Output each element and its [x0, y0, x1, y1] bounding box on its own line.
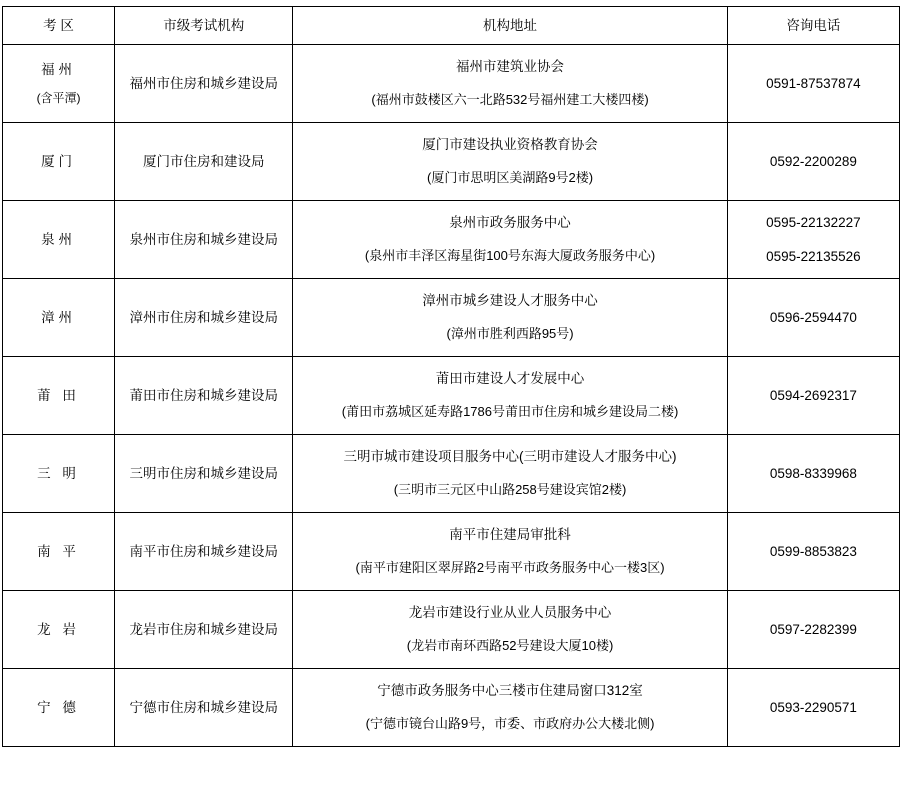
address-detail: (龙岩市南环西路52号建设大厦10楼) — [406, 637, 614, 653]
address-detail: (南平市建阳区翠屏路2号南平市政务服务中心一楼3区) — [355, 559, 665, 575]
phone-number: 0595-22135526 — [766, 248, 861, 264]
phone-number: 0598-8339968 — [769, 465, 857, 481]
address-cell — [293, 591, 727, 669]
address-detail: (泉州市丰泽区海星街100号东海大厦政务服务中心) — [364, 247, 656, 263]
phone-cell — [727, 591, 899, 669]
address-detail: (福州市鼓楼区六一北路532号福州建工大楼四楼) — [371, 91, 649, 107]
table-body — [3, 45, 900, 747]
address-cell — [293, 669, 727, 747]
table-row — [3, 45, 900, 123]
column-header-agency: 市级考试机构 — [115, 7, 293, 45]
phone-number: 0594-2692317 — [769, 387, 857, 403]
table-row — [3, 435, 900, 513]
table-row — [3, 513, 900, 591]
address-organization: 龙岩市建设行业从业人员服务中心 — [408, 605, 612, 621]
agency-cell: 莆田市住房和城乡建设局 — [115, 357, 293, 435]
address-detail: (三明市三元区中山路258号建设宾馆2楼) — [393, 481, 627, 497]
district-cell — [3, 513, 115, 591]
table-row — [3, 669, 900, 747]
district-name: 厦门 — [41, 153, 77, 169]
address-organization: 福州市建筑业协会 — [456, 59, 565, 75]
address-organization: 漳州市城乡建设人才服务中心 — [422, 293, 598, 309]
agency-cell: 泉州市住房和城乡建设局 — [115, 201, 293, 279]
district-cell — [3, 591, 115, 669]
district-cell — [3, 279, 115, 357]
phone-cell — [727, 513, 899, 591]
address-organization: 厦门市建设执业资格教育协会 — [422, 137, 598, 153]
district-cell — [3, 669, 115, 747]
address-organization: 三明市城市建设项目服务中心(三明市建设人才服务中心) — [343, 449, 677, 465]
district-name: 泉州 — [41, 231, 77, 247]
phone-number: 0593-2290571 — [769, 699, 857, 715]
phone-cell — [727, 45, 899, 123]
district-note: (含平潭) — [36, 90, 81, 105]
address-cell — [293, 279, 727, 357]
district-name: 宁 德 — [37, 699, 80, 715]
agency-cell: 龙岩市住房和城乡建设局 — [115, 591, 293, 669]
address-detail: (宁德市镜台山路9号，市委、市政府办公大楼北侧) — [365, 715, 655, 731]
column-header-address: 机构地址 — [293, 7, 727, 45]
phone-cell — [727, 279, 899, 357]
address-cell — [293, 201, 727, 279]
address-cell — [293, 357, 727, 435]
phone-cell — [727, 201, 899, 279]
address-detail: (莆田市荔城区延寿路1786号莆田市住房和城乡建设局二楼) — [341, 403, 679, 419]
table-header — [3, 7, 900, 45]
phone-number: 0599-8853823 — [769, 543, 857, 559]
district-cell — [3, 201, 115, 279]
district-name: 莆 田 — [37, 387, 80, 403]
phone-number: 0597-2282399 — [769, 621, 857, 637]
phone-cell — [727, 669, 899, 747]
phone-number: 0595-22132227 — [766, 214, 861, 230]
district-name: 龙 岩 — [37, 621, 80, 637]
address-cell — [293, 123, 727, 201]
address-cell — [293, 45, 727, 123]
agency-cell: 漳州市住房和城乡建设局 — [115, 279, 293, 357]
district-name: 南 平 — [37, 543, 80, 559]
phone-number: 0592-2200289 — [769, 153, 857, 169]
district-name: 漳州 — [41, 309, 77, 325]
district-name: 福州 — [41, 62, 77, 78]
agency-cell: 宁德市住房和城乡建设局 — [115, 669, 293, 747]
phone-cell — [727, 357, 899, 435]
address-organization: 南平市住建局审批科 — [449, 527, 571, 543]
district-cell — [3, 357, 115, 435]
table-row — [3, 123, 900, 201]
table-row — [3, 591, 900, 669]
exam-centers-table — [2, 6, 900, 747]
district-cell — [3, 123, 115, 201]
address-organization: 泉州市政务服务中心 — [449, 215, 571, 231]
agency-cell: 南平市住房和城乡建设局 — [115, 513, 293, 591]
phone-cell — [727, 123, 899, 201]
address-cell — [293, 435, 727, 513]
table-row — [3, 357, 900, 435]
column-header-phone: 咨询电话 — [727, 7, 899, 45]
table-row — [3, 201, 900, 279]
phone-number: 0596-2594470 — [769, 309, 857, 325]
agency-cell: 福州市住房和城乡建设局 — [115, 45, 293, 123]
district-cell — [3, 435, 115, 513]
district-cell — [3, 45, 115, 123]
agency-cell: 三明市住房和城乡建设局 — [115, 435, 293, 513]
address-organization: 莆田市建设人才发展中心 — [435, 371, 585, 387]
address-detail: (厦门市思明区美湖路9号2楼) — [426, 169, 594, 185]
column-header-district: 考 区 — [3, 7, 115, 45]
table-header-row — [3, 7, 900, 45]
phone-cell — [727, 435, 899, 513]
address-detail: (漳州市胜利西路95号) — [446, 325, 574, 341]
agency-cell: 厦门市住房和建设局 — [115, 123, 293, 201]
table-row — [3, 279, 900, 357]
district-name: 三 明 — [37, 465, 80, 481]
phone-number: 0591-87537874 — [766, 75, 861, 91]
address-organization: 宁德市政务服务中心三楼市住建局窗口312室 — [377, 683, 643, 699]
address-cell — [293, 513, 727, 591]
document-page — [0, 6, 901, 795]
